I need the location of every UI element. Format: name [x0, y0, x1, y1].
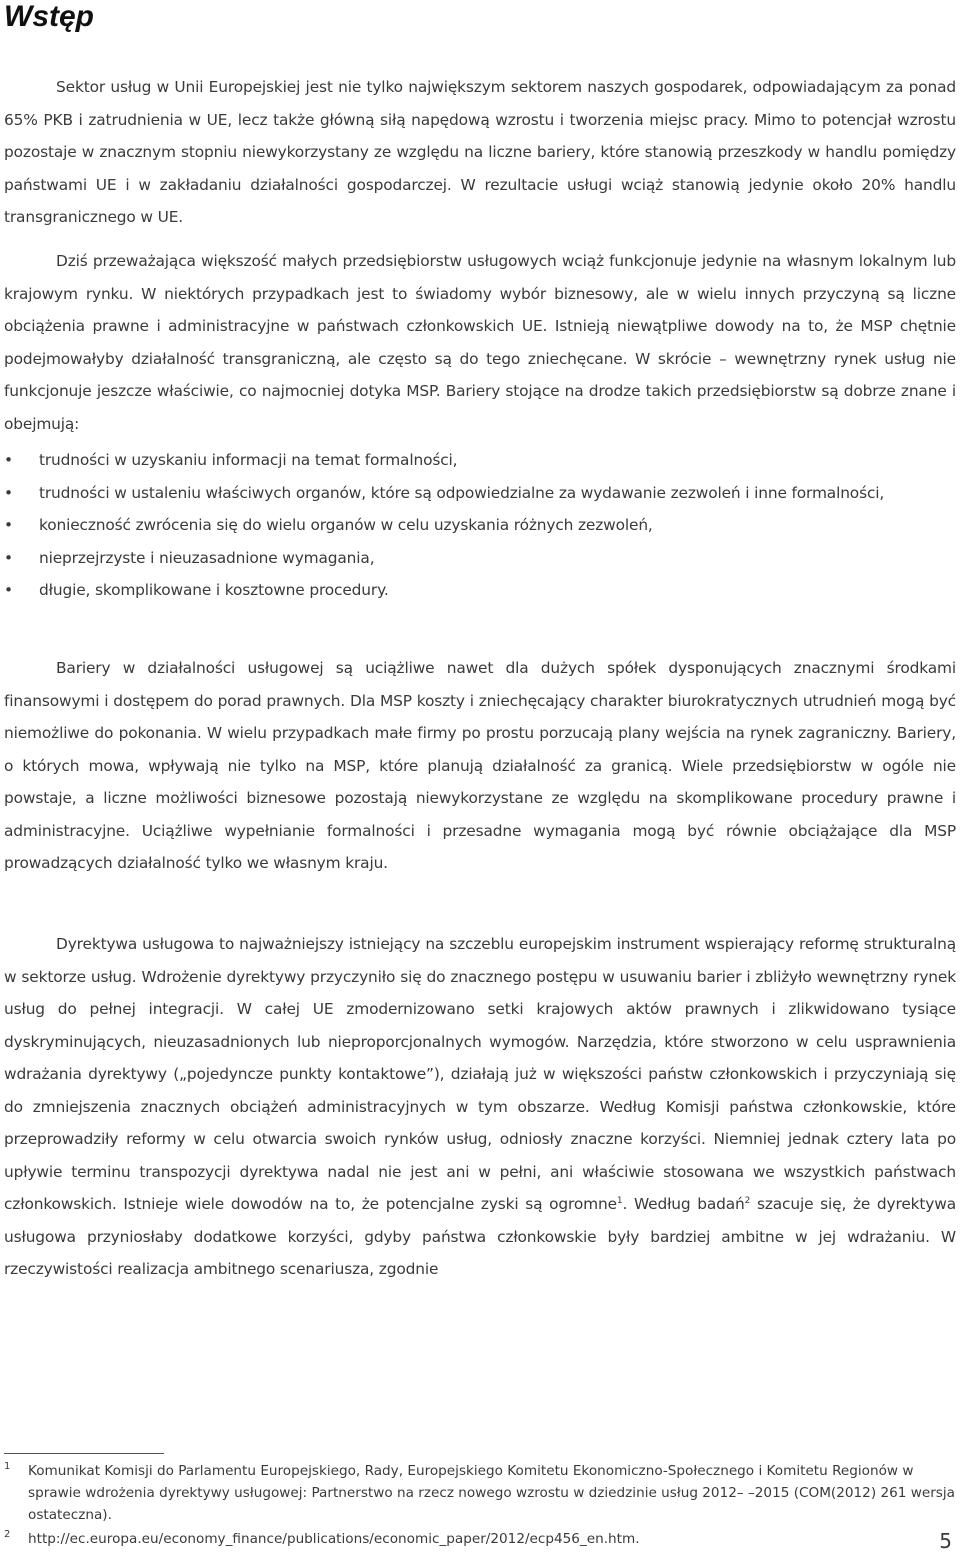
footnote-text: Komunikat Komisji do Parlamentu Europejskiego, Rady, Europejskiego Komitetu Ekonomiczno-Społecznego i Komitetu Regionów w sprawie wdrożenia dyrektywy usługowej: Partnerstwo na rzecz nowego wzrostu w dziedzinie usług 2012– –2015 (COM(2012) 261 wersja ostateczna).	[28, 1463, 955, 1523]
barriers-list	[4, 444, 956, 607]
list-item: • konieczność zwrócenia się do wielu organów w celu uzyskania różnych zezwoleń,	[4, 509, 956, 542]
paragraph-barriers: Dziś przeważająca większość małych przedsiębiorstw usługowych wciąż funkcjonuje jedynie na własnym lokalnym lub krajowym rynku. W niektórych przypadkach jest to świadomy wybór biznesowy, ale w wielu innych przyczyną są liczne obciążenia prawne i administracyjne w państwach członkowskich UE. Istnieją niewątpliwe dowody na to, że MSP chętnie podejmowałyby działalność transgraniczną, ale często są do tego zniechęcane. W skrócie – wewnętrzny rynek usług nie funkcjonuje jeszcze właściwie, co najmocniej dotyka MSP. Bariery stojące na drodze takich przedsiębiorstw są dobrze znane i obejmują:	[4, 252, 956, 433]
footnote-link[interactable]: http://ec.europa.eu/economy_finance/publications/economic_paper/2012/ecp456_en.htm.	[28, 1531, 640, 1547]
page-title: Wstęp	[4, 0, 94, 33]
list-item: • nieprzejrzyste i nieuzasadnione wymagania,	[4, 542, 956, 575]
list-item: • trudności w uzyskaniu informacji na temat formalności,	[4, 444, 956, 477]
bullet-icon: •	[4, 483, 13, 502]
bullet-icon: •	[4, 516, 13, 534]
paragraph-intro: Sektor usług w Unii Europejskiej jest nie tylko największym sektorem naszych gospodarek, odpowiadającym za ponad 65% PKB i zatrudnienia w UE, lecz także główną siłą napędową wzrostu i tworzenia miejsc pracy. Mimo to potencjał wzrostu pozostaje w znacznym stopniu niewykorzystany ze względu na liczne bariery, które stanowią przeszkody w handlu pomiędzy państwami UE i w zakładaniu działalności gospodarczej. W rezultacie usługi wciąż stanowią jedynie około 20% handlu transgranicznego w UE.	[4, 78, 956, 226]
footnote-ref-2[interactable]: 2	[744, 1195, 751, 1206]
paragraph-services-directive: Dyrektywa usługowa to najważniejszy istniejący na szczeblu europejskim instrument wspierający reformę strukturalną w sektorze usług. Wdrożenie dyrektywy przyczyniło się do znacznego postępu w usuwaniu barier i zbliżyło wewnętrzny rynek usług do pełnej integracji. W całej UE zmodernizowano setki krajowych aktów prawnych i zlikwidowano tysiące dyskryminujących, nieuzasadnionych lub nieproporcjonalnych wymogów. Narzędzia, które stworzono w celu usprawnienia wdrażania dyrektywy („pojedyncze punkty kontaktowe”), działają już w większości państw członkowskich i przyczyniają się do zmniejszenia znacznych obciążeń administracyjnych w tym obszarze. Według Komisji państwa członkowskie, które przeprowadziły reformy w celu otwarcia swoich rynków usług, odniosły znaczne korzyści. Niemniej jednak cztery lata po upływie terminu transpozycji dyrektywa nadal nie jest ani w pełni, ani właściwie stosowana we wszystkich państwach członkowskich. Istnieje wiele dowodów na to, że potencjalne zyski są ogromne$^1$. Według badań$^2$ szacuje się, że dyrektywa usługowa przyniosłaby dodatkowe korzyści, gdyby państwa członkowskie były bardziej ambitne w jej wdrażaniu. W rzeczywistości realizacja ambitnego scenariusza, zgodnie	[4, 935, 956, 1278]
bullet-icon: •	[4, 581, 13, 599]
paragraph-sme-barriers: Bariery w działalności usługowej są uciążliwe nawet dla dużych spółek dysponujących znacznymi środkami finansowymi i dostępem do porad prawnych. Dla MSP koszty i zniechęcający charakter biurokratycznych utrudnień mogą być niemożliwe do pokonania. W wielu przypadkach małe firmy po prostu porzucają plany wejścia na rynek zagraniczny. Bariery, o których mowa, wpływają nie tylko na MSP, które planują działalność za granicą. Wiele przedsiębiorstw w ogóle nie powstaje, a liczne możliwości biznesowe pozostają niewykorzystane ze względu na skomplikowane procedury prawne i administracyjne. Uciążliwe wypełnianie formalności i przesadne wymagania mogą być równie obciążające dla MSP prowadzących działalność tylko we własnym kraju.	[4, 659, 956, 872]
bullet-icon: •	[4, 451, 13, 469]
list-item: • długie, skomplikowane i kosztowne procedury.	[4, 574, 956, 607]
footnote-number: 1	[4, 1461, 11, 1472]
footnote-divider	[4, 1453, 164, 1454]
footnote-2	[4, 1528, 960, 1550]
footnote-ref-1[interactable]: 1	[616, 1195, 623, 1206]
footnote-1	[4, 1460, 960, 1526]
footnotes	[4, 1460, 960, 1550]
bullet-icon: •	[4, 548, 13, 567]
page-number: 5	[939, 1529, 952, 1553]
footnote-number: 2	[4, 1529, 11, 1540]
list-item: • trudności w ustaleniu właściwych organów, które są odpowiedzialne za wydawanie zezwoleń i inne formalności,	[4, 477, 956, 510]
